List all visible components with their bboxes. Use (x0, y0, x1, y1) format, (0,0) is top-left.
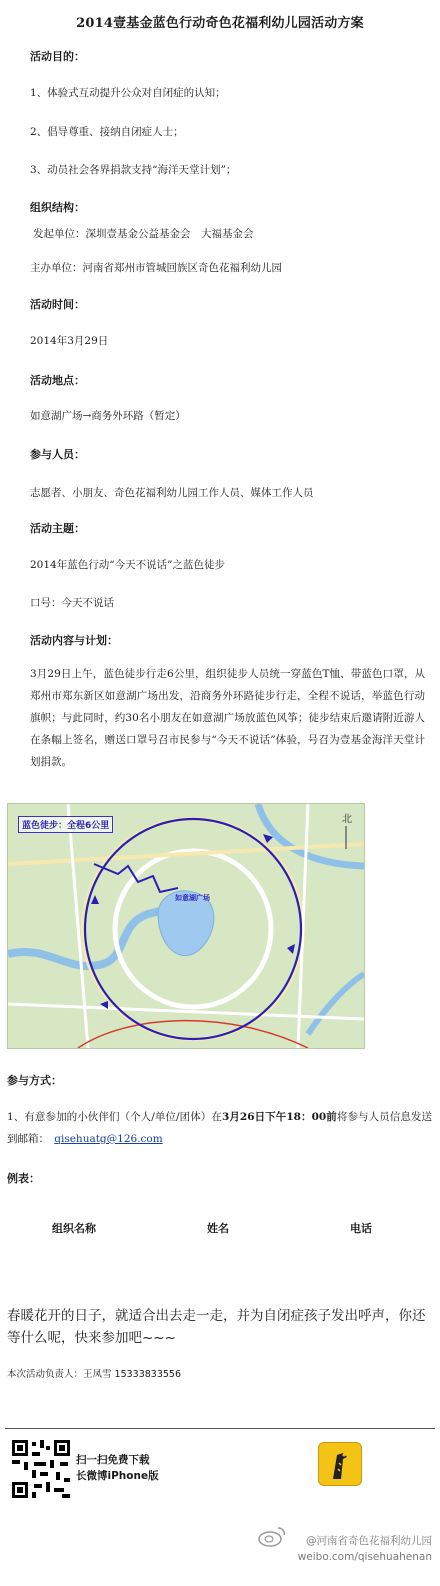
weibo-url: weibo.com/qisehuahenan (297, 1551, 432, 1563)
closing-text: 春暖花开的日子，就适合出去走一走，并为自闭症孩子发出呼声，你还等什么呢，快来参加吧~~~ (7, 1308, 426, 1346)
table-header-phone: 电话 (350, 1222, 372, 1235)
purpose-heading: 活动目的： (30, 50, 85, 63)
purpose-item-2: 2、倡导尊重、接纳自闭症人士； (30, 126, 184, 138)
footer-divider (5, 1428, 435, 1429)
route-map (7, 803, 365, 1049)
email-link[interactable]: qisehuatg@126.com (54, 1133, 163, 1145)
map-drawing (8, 804, 364, 1048)
time-heading: 活动时间： (30, 298, 85, 311)
table-header-name: 姓名 (207, 1222, 229, 1235)
map-place-label: 如意湖广场 (175, 894, 210, 902)
join-deadline: 3月26日下午18：00前 (221, 1111, 337, 1123)
weibo-logo-icon (258, 1525, 286, 1547)
time-value: 2014年3月29日 (30, 335, 109, 347)
location-heading: 活动地点： (30, 374, 85, 387)
plan-paragraph: 3月29日上午，蓝色徒步行走6公里，组织徒步人员统一穿蓝色T恤、带蓝色口罩，从郑州市郑东新区如意湖广场出发，沿商务外环路徒步行走，全程不说话，举蓝色行动旗帜；与此同时，约30名小朋友在如意湖广场放蓝色风筝；徒步结束后邀请附近游人在条幅上签名，赠送口罩号召市民参与“今天不说话”体验，号召为壹基金海洋天堂计划捐款。 (30, 668, 425, 768)
theme-heading: 活动主题： (30, 522, 85, 535)
location-value: 如意湖广场→商务外环路（暂定） (30, 410, 186, 422)
document-title: 2014壹基金蓝色行动奇色花福利幼儿园活动方案 (76, 16, 364, 31)
example-heading: 例表： (7, 1172, 40, 1185)
join-heading: 参与方式： (7, 1074, 62, 1087)
map-route-label: 蓝色徒步：全程6公里 (18, 816, 113, 833)
weibo-handle: @河南省奇色花福利幼儿园 (306, 1535, 432, 1547)
organization-heading: 组织结构： (30, 201, 85, 214)
join-text-before: 1、有意参加的小伙伴们（个人/单位/团体）在 (7, 1111, 222, 1123)
join-text-after: 将参与人员信息发送到邮箱： (7, 1111, 432, 1145)
qr-code-icon[interactable] (10, 1438, 72, 1500)
slogan: 口号：今天不说话 (30, 597, 114, 609)
app-logo-icon[interactable] (318, 1442, 362, 1486)
svg-text:北: 北 (342, 814, 352, 825)
plan-heading: 活动内容与计划： (30, 634, 118, 647)
promo-line-2: 长微博iPhone版 (76, 1470, 159, 1482)
promo-text (76, 1452, 159, 1484)
purpose-item-1: 1、体验式互动提升公众对自闭症的认知； (30, 87, 226, 99)
purpose-item-3: 3、动员社会各界捐款支持“海洋天堂计划”； (30, 164, 237, 176)
host-line: 主办单位：河南省郑州市管城回族区奇色花福利幼儿园 (30, 262, 282, 274)
sponsor-line: 发起单位：深圳壹基金公益基金会 大福基金会 (33, 228, 254, 240)
theme-value: 2014年蓝色行动“今天不说话”之蓝色徒步 (30, 559, 225, 571)
join-paragraph (7, 1106, 432, 1150)
participants-heading: 参与人员： (30, 448, 85, 461)
table-header-organization: 组织名称 (52, 1222, 96, 1235)
promo-line-1: 扫一扫免费下载 (76, 1454, 150, 1466)
contact-line: 本次活动负责人：王凤雪 15333833556 (7, 1369, 182, 1380)
participants-value: 志愿者、小朋友、奇色花福利幼儿园工作人员、媒体工作人员 (30, 487, 314, 499)
